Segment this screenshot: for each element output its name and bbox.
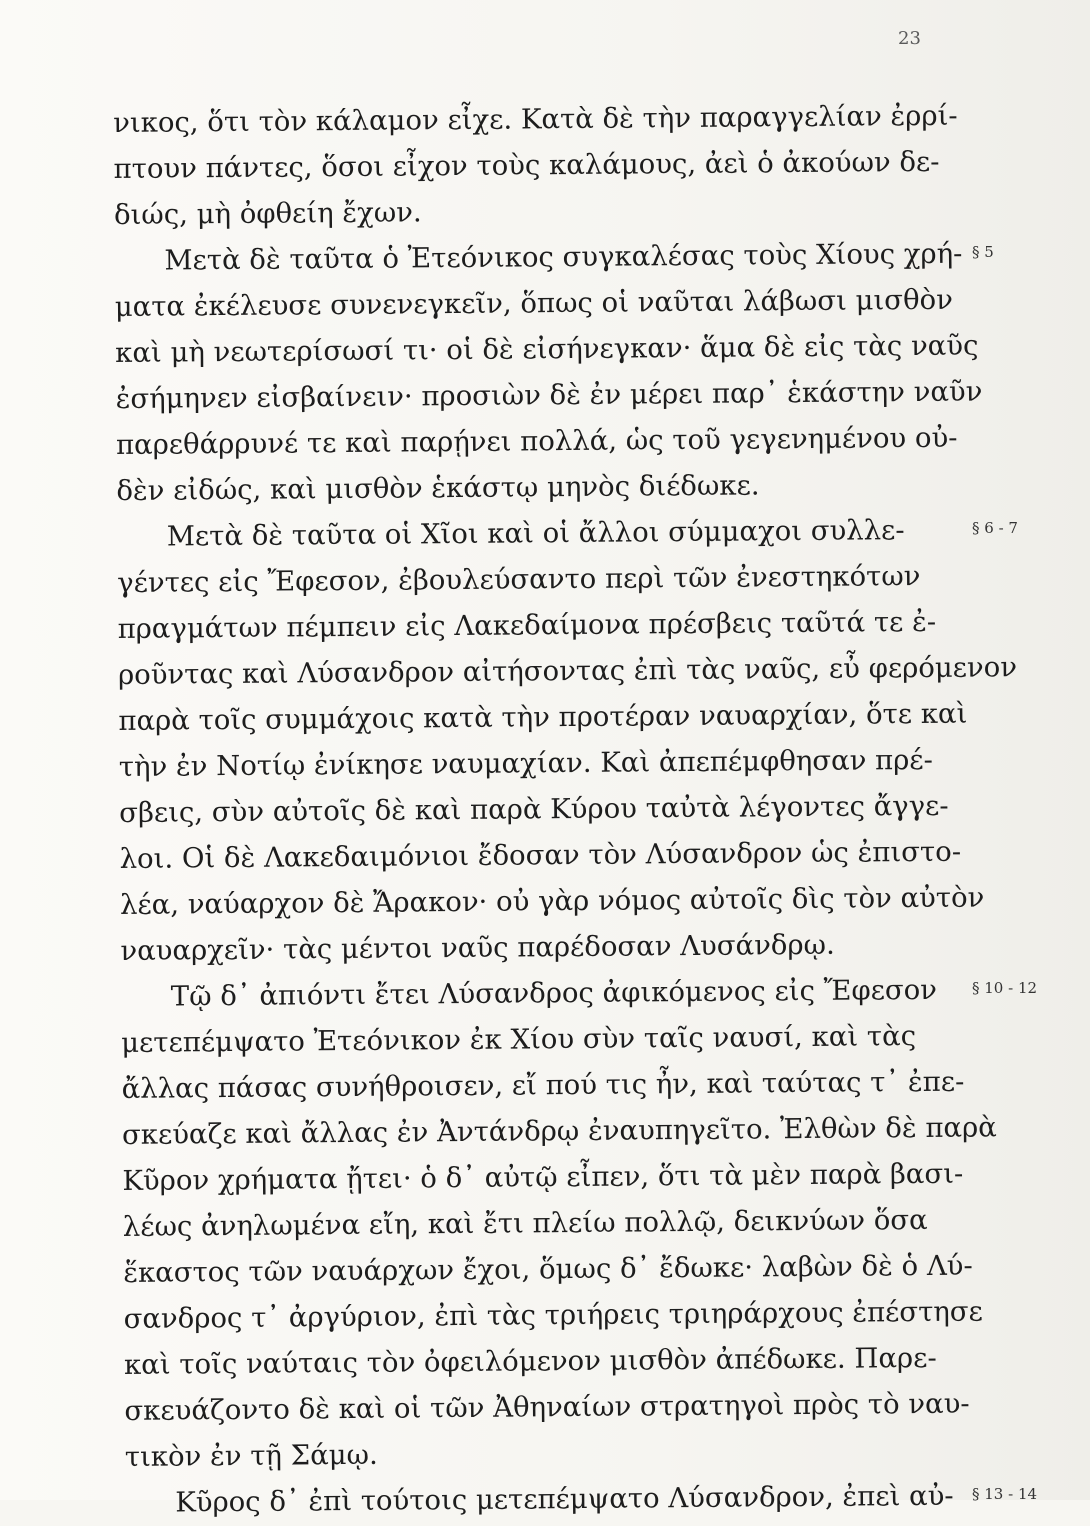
text-line: διώς, μὴ ὀφθείη ἔχων. <box>113 196 422 231</box>
text-line: σκευάζοντο δὲ καὶ οἱ τῶν Ἀθηναίων στρατηγοὶ πρὸς τὸ ναυ- <box>124 1387 970 1427</box>
text-line: ναυαρχεῖν· τὰς μέντοι ναῦς παρέδοσαν Λυσάνδρῳ. <box>120 928 835 967</box>
text-line: γέντες εἰς Ἔφεσον, ἐβουλεύσαντο περὶ τῶν ἐνεστηκότων <box>117 559 921 599</box>
section-marker: § 10 - 12 <box>972 978 1038 997</box>
page-number: 23 <box>898 28 921 49</box>
text-line: Τῷ δ᾽ ἀπιόντι ἔτει Λύσανδρος ἀφικόμενος εἰς Ἔφεσον <box>170 973 938 1013</box>
text-line: παρὰ τοῖς συμμάχοις κατὰ τὴν προτέραν ναυαρχίαν, ὅτε καὶ <box>118 697 968 737</box>
text-line: ροῦντας καὶ Λύσανδρον αἰτήσοντας ἐπὶ τὰς ναῦς, εὖ φερόμενον <box>117 651 1018 691</box>
text-line: καὶ μὴ νεωτερίσωσί τι· οἱ δὲ εἰσήνεγκαν· ἅμα δὲ εἰς τὰς ναῦς <box>115 329 979 369</box>
text-line: νικος, ὅτι τὸν κάλαμον εἶχε. Κατὰ δὲ τὴν παραγγελίαν ἐρρί- <box>113 99 958 139</box>
text-line: Μετὰ δὲ ταῦτα ὁ Ἐτεόνικος συγκαλέσας τοὺς Χίους χρή- <box>164 237 963 277</box>
text-line: λέως ἀνηλωμένα εἴη, καὶ ἔτι πλείω πολλῷ, δεικνύων ὅσα <box>122 1203 928 1243</box>
text-line: τὴν ἐν Νοτίῳ ἐνίκησε ναυμαχίαν. Καὶ ἀπεπέμφθησαν πρέ- <box>118 743 934 783</box>
text-line: παρεθάρρυνέ τε καὶ παρῄνει πολλά, ὡς τοῦ γεγενημένου οὐ- <box>115 421 958 461</box>
text-line: Μετὰ δὲ ταῦτα οἱ Χῖοι καὶ οἱ ἄλλοι σύμμαχοι συλλε- <box>166 514 905 553</box>
text-line: πτουν πάντες, ὅσοι εἶχον τοὺς καλάμους, ἀεὶ ὁ ἀκούων δε- <box>113 145 940 185</box>
section-marker: § 6 - 7 <box>972 518 1018 537</box>
text-line: πραγμάτων πέμπειν εἰς Λακεδαίμονα πρέσβεις ταῦτά τε ἐ- <box>117 605 937 645</box>
text-line: λέα, ναύαρχον δὲ Ἄρακον· οὐ γὰρ νόμος αὐτοῖς δὶς τὸν αὐτὸν <box>119 881 985 921</box>
text-line: ἐσήμηνεν εἰσβαίνειν· προσιὼν δὲ ἐν μέρει παρ᾽ ἑκάστην ναῦν <box>115 375 983 415</box>
text-line: ἕκαστος τῶν ναυάρχων ἔχοι, ὅμως δ᾽ ἔδωκε· λαβὼν δὲ ὁ Λύ- <box>123 1249 973 1289</box>
text-line: τικὸν ἐν τῇ Σάμῳ. <box>124 1438 378 1473</box>
text-line: μετεπέμψατο Ἐτεόνικον ἐκ Χίου σὺν ταῖς ναυσί, καὶ τὰς <box>121 1020 917 1059</box>
text-line: σκεύαζε καὶ ἄλλας ἐν Ἀντάνδρῳ ἐναυπηγεῖτο. Ἐλθὼν δὲ παρὰ <box>121 1111 997 1151</box>
text-line: λοι. Οἱ δὲ Λακεδαιμόνιοι ἔδοσαν τὸν Λύσανδρον ὡς ἐπιστο- <box>119 835 962 875</box>
text-line: σβεις, σὺν αὐτοῖς δὲ καὶ παρὰ Κύρου ταὐτὰ λέγοντες ἄγγε- <box>119 789 949 829</box>
section-marker: § 5 <box>972 242 994 261</box>
text-line: Κῦρος δ᾽ ἐπὶ τούτοις μετεπέμψατο Λύσανδρον, ἐπεὶ αὐ- <box>175 1479 954 1519</box>
text-line: Κῦρον χρήματα ᾔτει· ὁ δ᾽ αὐτῷ εἶπεν, ὅτι τὰ μὲν παρὰ βασι- <box>122 1157 964 1197</box>
text-line: ματα ἐκέλευσε συνενεγκεῖν, ὅπως οἱ ναῦται λάβωσι μισθὸν <box>114 283 953 323</box>
text-line: δὲν εἰδώς, καὶ μισθὸν ἑκάστῳ μηνὸς διέδωκε. <box>116 469 760 507</box>
text-line: καὶ τοῖς ναύταις τὸν ὀφειλόμενον μισθὸν ἀπέδωκε. Παρε- <box>123 1341 937 1381</box>
text-line: σανδρος τ᾽ ἀργύριον, ἐπὶ τὰς τριήρεις τριηράρχους ἐπέστησε <box>123 1295 983 1335</box>
section-marker: § 13 - 14 <box>972 1484 1038 1503</box>
text-line: ἄλλας πάσας συνήθροισεν, εἴ πού τις ἦν, καὶ ταύτας τ᾽ ἐπε- <box>121 1065 965 1105</box>
